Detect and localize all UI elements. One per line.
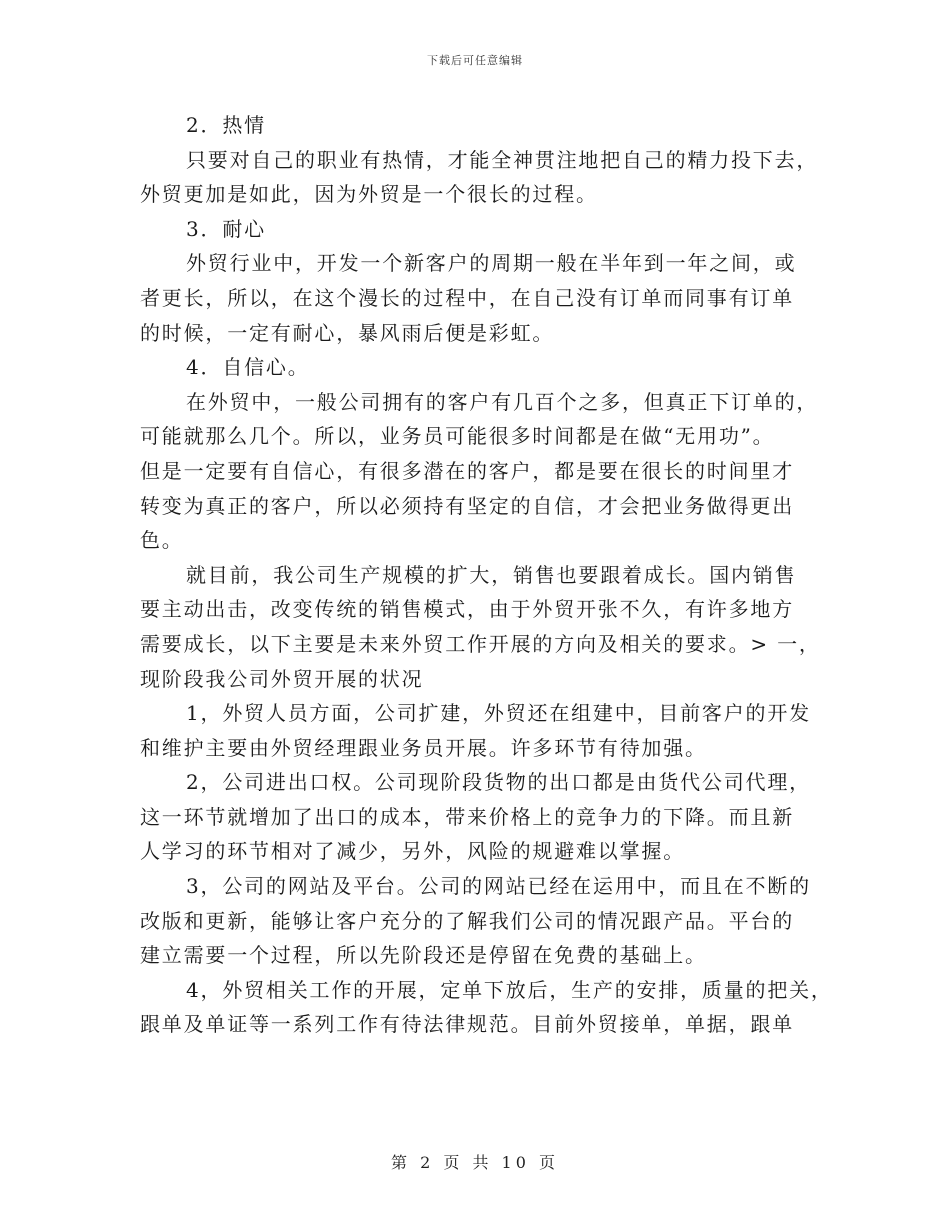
text-line: 要主动出击，改变传统的销售模式，由于外贸开张不久，有许多地方 [140, 597, 794, 622]
text-line: 这一环节就增加了出口的成本，带来价格上的竞争力的下降。而且新 [140, 804, 794, 829]
text-line: 建立需要一个过程，所以先阶段还是停留在免费的基础上。 [140, 943, 707, 968]
text-line: 人学习的环节相对了减少，另外，风险的规避难以掌握。 [140, 839, 685, 864]
text-line: 2，公司进出口权。公司现阶段货物的出口都是由货代公司代理， [186, 770, 811, 795]
text-line: 但是一定要有自信心，有很多潜在的客户，都是要在很长的时间里才 [140, 458, 794, 483]
text-line: 的时候，一定有耐心，暴风雨后便是彩虹。 [140, 320, 555, 345]
page-footer: 第 2 页 共 10 页 [391, 1153, 559, 1172]
text-line: 2．热情 [186, 113, 266, 137]
text-line: 外贸行业中，开发一个新客户的周期一般在半年到一年之间，或 [186, 251, 797, 276]
text-line: 外贸更加是如此，因为外贸是一个很长的过程。 [140, 182, 598, 207]
text-line: 改版和更新，能够让客户充分的了解我们公司的情况跟产品。平台的 [140, 908, 794, 933]
text-line: 3．耐心 [186, 216, 266, 241]
text-line: 1，外贸人员方面，公司扩建，外贸还在组建中，目前客户的开发 [186, 701, 811, 726]
text-line: 可能就那么几个。所以，业务员可能很多时间都是在做“无用功”。 [140, 424, 775, 449]
text-line: 只要对自己的职业有热情，才能全神贯注地把自己的精力投下去， [186, 147, 819, 172]
text-line: 3，公司的网站及平台。公司的网站已经在运用中，而且在不断的 [186, 874, 811, 899]
text-line: 跟单及单证等一系列工作有待法律规范。目前外贸接单，单据，跟单 [140, 1012, 794, 1037]
text-line: 色。 [140, 528, 184, 553]
text-line: 和维护主要由外贸经理跟业务员开展。许多环节有待加强。 [140, 735, 707, 760]
text-line: 者更长，所以，在这个漫长的过程中，在自己没有订单而同事有订单 [140, 285, 794, 310]
text-line: 转变为真正的客户，所以必须持有坚定的自信，才会把业务做得更出 [140, 493, 794, 518]
text-line: 现阶段我公司外贸开展的状况 [140, 666, 424, 691]
text-line: 需要成长，以下主要是未来外贸工作开展的方向及相关的要求。> 一， [140, 631, 821, 656]
document-body [140, 108, 833, 1042]
text-line: 4，外贸相关工作的开展，定单下放后，生产的安排，质量的把关， [186, 977, 833, 1002]
text-line: 4．自信心。 [186, 355, 310, 380]
text-line: 就目前，我公司生产规模的扩大，销售也要跟着成长。国内销售 [186, 562, 797, 587]
text-line: 在外贸中，一般公司拥有的客户有几百个之多，但真正下订单的， [186, 389, 819, 414]
page-header: 下载后可任意编辑 [427, 54, 523, 67]
